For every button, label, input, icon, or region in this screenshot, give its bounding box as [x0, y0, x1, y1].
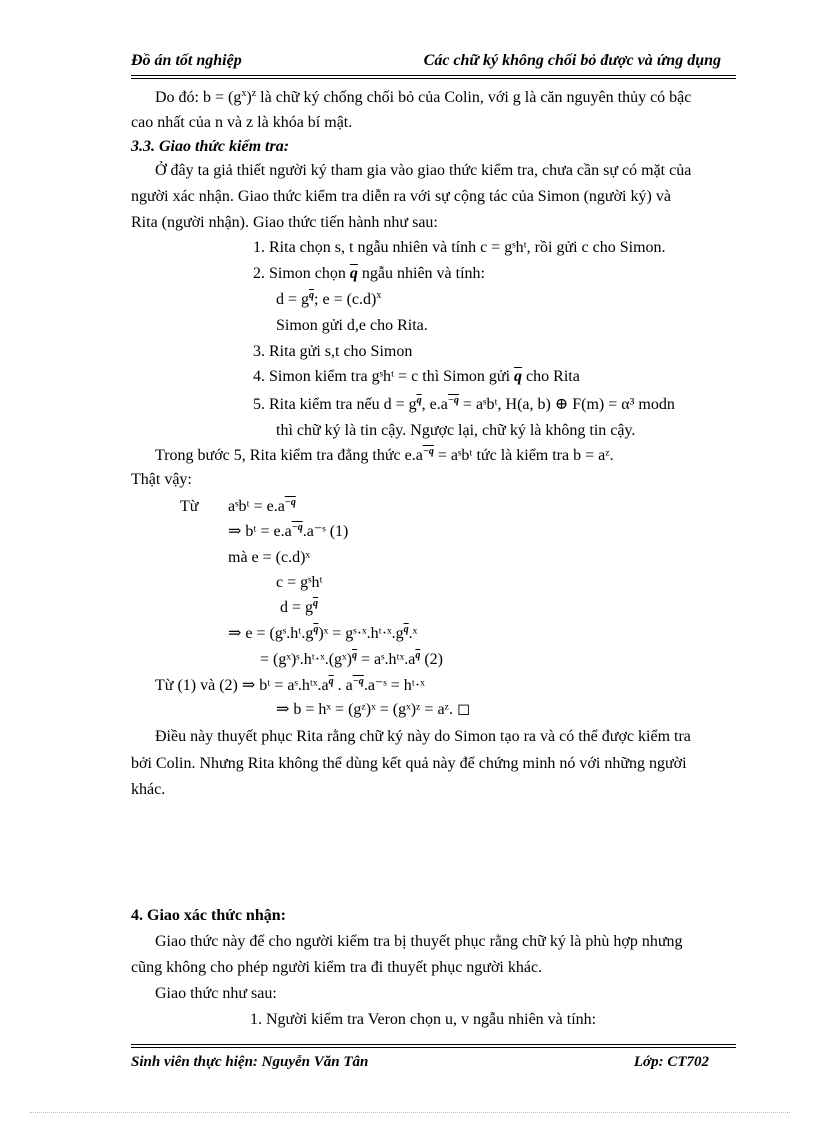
step-5-cont: thì chữ ký là tin cậy. Ngược lại, chữ ký là không tin cậy. — [276, 422, 636, 439]
proof-eq-2: ⇒ bᵗ = $e.a^{-q}.a^-ˢ$ (1) — [228, 522, 349, 540]
step-2-send: Simon gửi d,e cho Rita. — [276, 317, 428, 334]
step-5: 5. Rita kiểm tra nếu $d = g^{\overline{q}}$, $e.a^{-q}$ = aˢbᵗ, H(a, b) ⊕ F(m) = α³ modn — [253, 395, 675, 413]
step-2: 2. Simon chọn $\overline{q}$ ngẫu nhiên và tính: — [253, 265, 485, 282]
para-3: Rita (người nhận). Giao thức tiến hành như sau: — [131, 214, 438, 231]
header-rule-2 — [131, 78, 736, 79]
proof-eq-6: ⇒ $e = (gˢ.hᵗ.g^{\overline{q}})ˣ$ = $gˢ\cdot ˣ.hᵗ\cdot ˣ.g^{\overline{q}}.ˣ$ — [228, 624, 418, 642]
check-sentence: Trong bước 5, Rita kiểm tra đẳng thức $e.a^{-q}$ = aˢbᵗ tức là kiểm tra b = aᶻ. — [155, 446, 614, 464]
section-4-para-1: Giao thức này để cho người kiểm tra bị thuyết phục rằng chữ ký là phù hợp nhưng — [155, 933, 683, 950]
proof-eq-8: Từ (1) và (2) ⇒ bᵗ = $aˢ.hᵗˣ.a^{\overline{q}}$ . $a^{-q}.a^-ˢ$ = hᵗ·ˣ — [155, 676, 425, 694]
proof-eq-9: ⇒ b = hˣ = (gᶻ)ˣ = (gˣ)ᶻ = aᶻ. ◻ — [276, 701, 471, 718]
proof-eq-4: c = gˢhᵗ — [276, 574, 323, 591]
proof-eq-3: mà e = (c.d)ˣ — [228, 549, 311, 566]
conclusion-2: bởi Colin. Nhưng Rita không thể dùng kết quả này để chứng minh nó với những người — [131, 755, 687, 772]
footer-rule — [131, 1044, 736, 1045]
proof-eq-1: aˢbᵗ = $e.a^{-q}$ — [228, 497, 296, 515]
that-vay: Thật vậy: — [131, 471, 192, 488]
line-2: cao nhất của n và z là khóa bí mật. — [131, 114, 353, 131]
footer-left: Sinh viên thực hiện: Nguyễn Văn Tân — [131, 1054, 369, 1070]
section-heading-4: 4. Giao xác thức nhận: — [131, 907, 286, 924]
section-4-para-3: Giao thức như sau: — [155, 985, 277, 1002]
section-4-para-2: cũng không cho phép người kiểm tra đi thuyết phục người khác. — [131, 959, 543, 976]
footer-right: Lớp: CT702 — [633, 1054, 709, 1070]
para-2: người xác nhận. Giao thức kiểm tra diễn ra với sự cộng tác của Simon (người ký) và — [131, 188, 671, 205]
step-4: 4. Simon kiểm tra gˢhᵗ = c thì Simon gửi $\overline{q}$ cho Rita — [253, 368, 580, 385]
conclusion-1: Điều này thuyết phục Rita rằng chữ ký này do Simon tạo ra và có thể được kiểm tra — [155, 728, 691, 745]
proof-tu: Từ — [180, 498, 199, 515]
page-header — [131, 52, 721, 72]
conclusion-3: khác. — [131, 781, 166, 798]
page-bottom-dotted-line — [30, 1112, 790, 1113]
step-2-formula: $d = g^{\overline{q}}$; $e = (c.d)^x$ — [276, 290, 382, 308]
header-rule — [131, 75, 736, 76]
page-footer — [131, 1054, 709, 1074]
footer-rule-2 — [131, 1047, 736, 1048]
header-left: Đồ án tốt nghiệp — [131, 52, 242, 69]
line-1: Do đó: $b = (g^x)^z$ là chữ ký chống chối bỏ của Colin, với g là căn nguyên thủy có bậc — [155, 88, 692, 106]
section-heading-3-3: 3.3. Giao thức kiểm tra: — [131, 138, 290, 155]
proof-eq-5: $d = g^{\overline{q}}$ — [280, 598, 319, 616]
header-right: Các chữ ký không chối bỏ được và ứng dụng — [423, 52, 721, 69]
proof-eq-7: = (gˣ)ˢ.hᵗ·ˣ.(gˣ)$^{\overline{q}}$ = $aˢ.hᵗˣ.a^{\overline{q}}$ (2) — [260, 650, 443, 668]
section-4-step-1: 1. Người kiểm tra Veron chọn u, v ngẫu nhiên và tính: — [250, 1011, 597, 1028]
step-1: 1. Rita chọn s, t ngẫu nhiên và tính c = gˢhᵗ, rồi gửi c cho Simon. — [253, 239, 666, 256]
step-3: 3. Rita gửi s,t cho Simon — [253, 343, 413, 360]
para-1: Ở đây ta giả thiết người ký tham gia vào giao thức kiểm tra, chưa cần sự có mặt của — [155, 162, 692, 179]
